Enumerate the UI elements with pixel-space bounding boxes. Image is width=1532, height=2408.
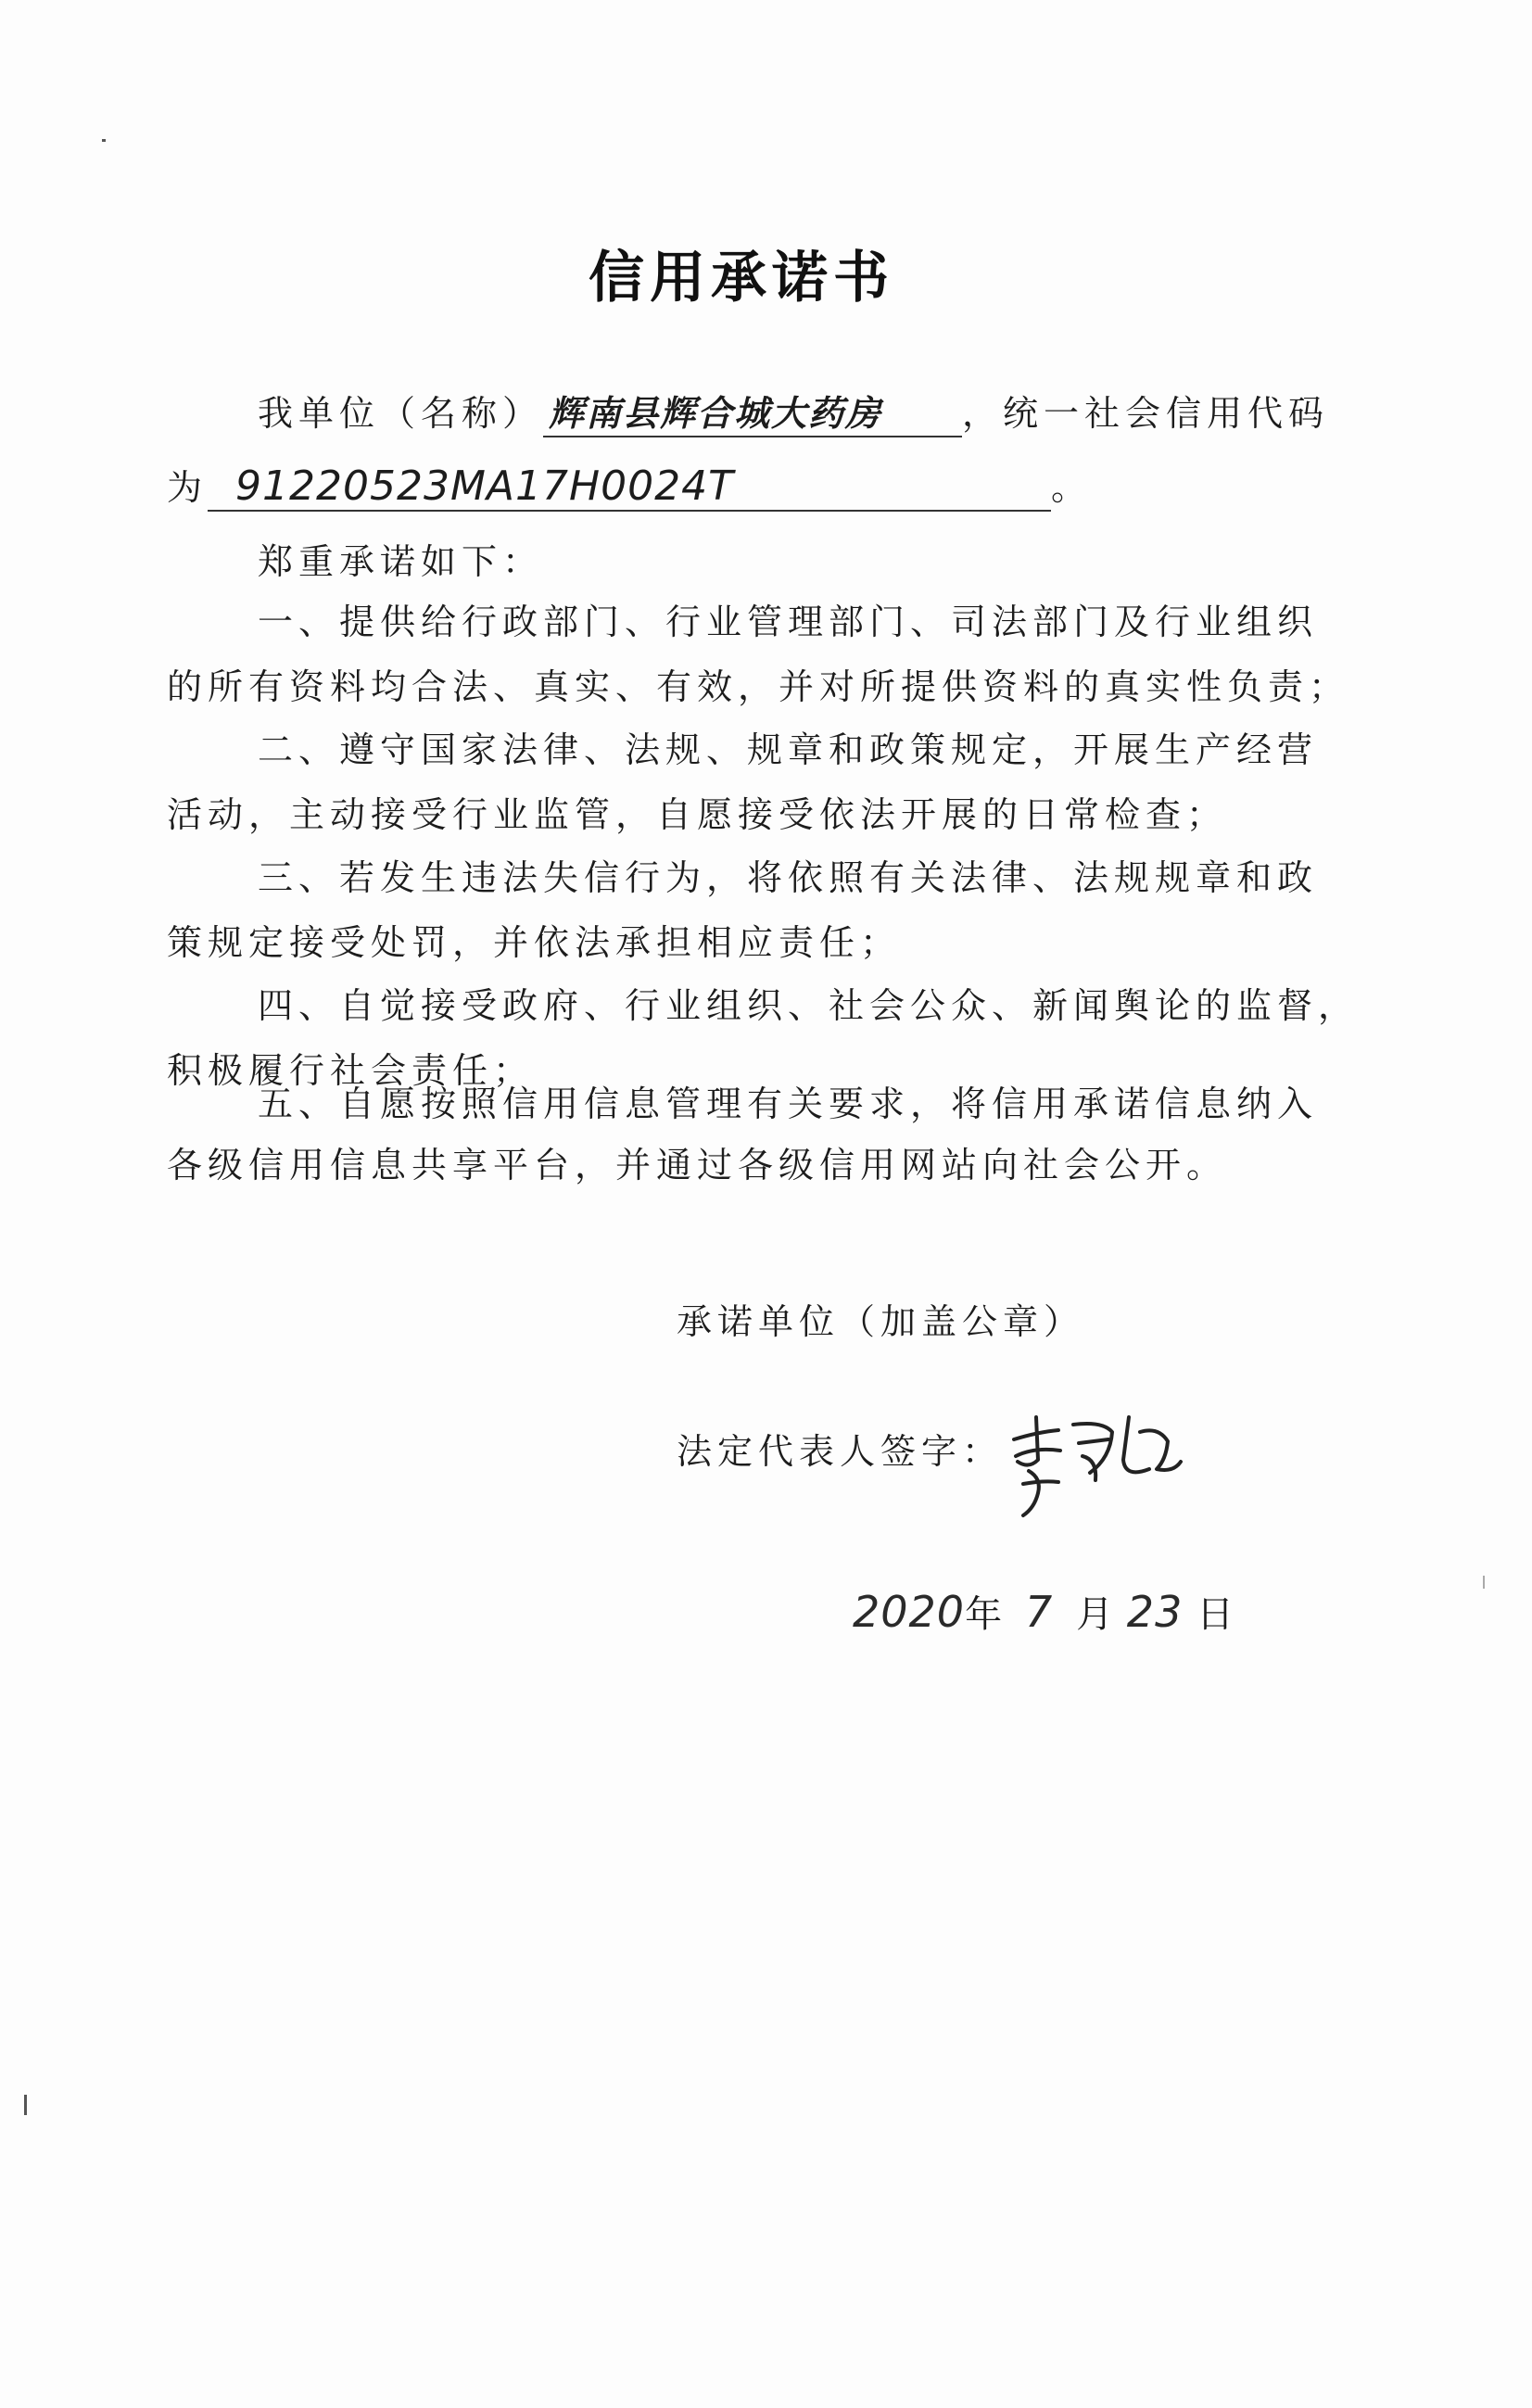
code-prefix: 为 [167, 467, 209, 508]
document-title: 信用承诺书 [589, 246, 894, 311]
day-label: 日 [1196, 1593, 1234, 1636]
commitment-2-line-2: 活动，主动接受行业监管，自愿接受依法开展的日常检查； [167, 794, 1228, 835]
year-label: 年 [965, 1593, 1003, 1636]
month-label: 月 [1076, 1593, 1114, 1636]
commitment-5-line-1: 五、自愿按照信用信息管理有关要求，将信用承诺信息纳入 [258, 1084, 1319, 1124]
commitment-1-line-1: 一、提供给行政部门、行业管理部门、司法部门及行业组织 [258, 602, 1319, 642]
scan-dot [1483, 1576, 1485, 1589]
scan-dot [102, 139, 106, 142]
date-day: 23 [1126, 1587, 1184, 1637]
commitment-5-line-2: 各级信用信息共享平台，并通过各级信用网站向社会公开。 [167, 1145, 1228, 1185]
lead-text: 郑重承诺如下： [258, 541, 544, 582]
seal-label: 承诺单位（加盖公章） [677, 1301, 1085, 1342]
code-end: 。 [1051, 467, 1093, 508]
commitment-4-line-1: 四、自觉接受政府、行业组织、社会公众、新闻舆论的监督， [258, 985, 1360, 1026]
commitment-1-line-2: 的所有资料均合法、真实、有效，并对所提供资料的真实性负责； [167, 666, 1350, 707]
scan-mark [24, 2095, 27, 2115]
commitment-2-line-1: 二、遵守国家法律、法规、规章和政策规定，开展生产经营 [258, 729, 1319, 770]
intro-line [258, 385, 1329, 437]
credit-code: 91220523MA17H0024T [208, 463, 1051, 512]
company-name: 辉南县辉合城大药房 [543, 385, 962, 437]
date-line [853, 1585, 1234, 1638]
credit-code-line [167, 459, 1092, 512]
commitment-4-line-2: 积极履行社会责任； [167, 1050, 535, 1091]
credit-code-label: ，统一社会信用代码 [962, 393, 1330, 434]
commitment-3-line-2: 策规定接受处罚，并依法承担相应责任； [167, 922, 902, 963]
date-month: 7 [1024, 1587, 1054, 1637]
date-year: 2020 [853, 1587, 966, 1637]
signature-image [1001, 1404, 1186, 1525]
name-label: 我单位（名称） [258, 393, 544, 434]
signature-label: 法定代表人签字： [677, 1431, 1004, 1472]
commitment-3-line-1: 三、若发生违法失信行为，将依照有关法律、法规规章和政 [258, 857, 1319, 898]
